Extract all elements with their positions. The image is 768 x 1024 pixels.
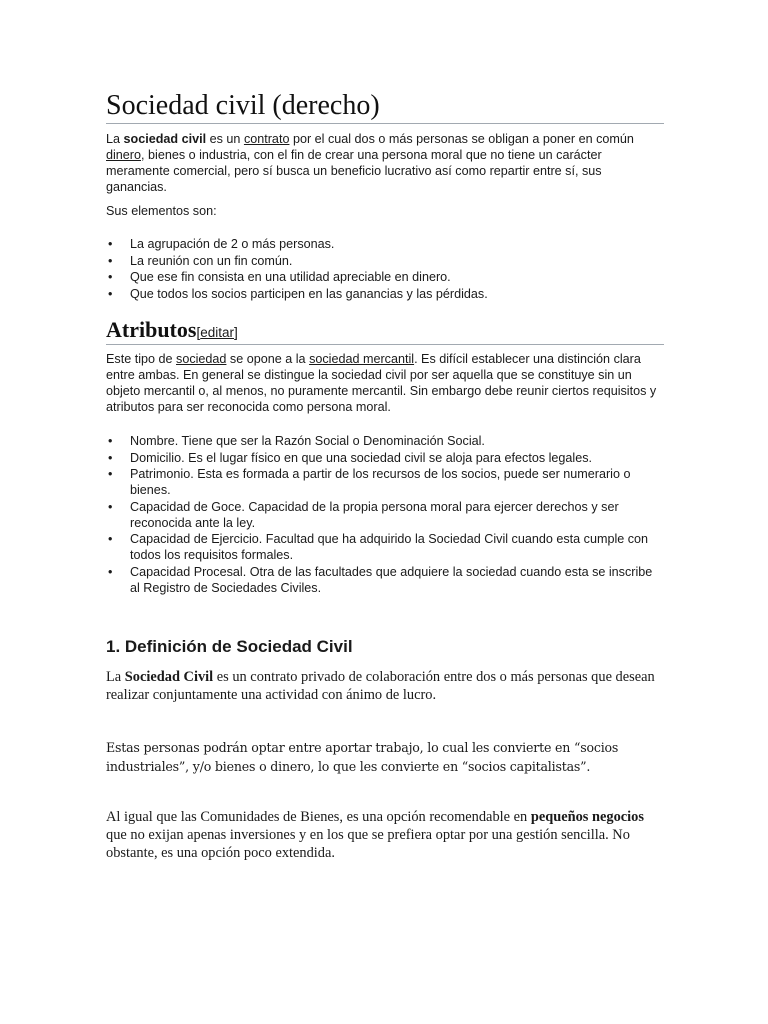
atributos-list xyxy=(106,433,662,597)
atributos-paragraph xyxy=(106,351,662,415)
list-item: • La reunión con un fin común. xyxy=(106,253,662,269)
definicion-text: es un contrato privado de colaboración entre dos o más personas que desean realizar conjuntamente una actividad con ánimo de lucro. xyxy=(106,669,655,703)
list-item: • Capacidad de Ejercicio. Facultad que ha adquirido la Sociedad Civil cuando esta cumple con todos los requisitos formales. xyxy=(106,531,662,563)
definicion-text: La xyxy=(106,669,125,685)
definicion-paragraph-2: Estas personas podrán optar entre aportar trabajo, lo cual les convierte en “socios industriales”, y/o bienes o dinero, lo que les convierte en “socios capitalistas”. xyxy=(106,740,619,774)
list-item: • La agrupación de 2 o más personas. xyxy=(106,236,662,252)
list-item: • Que ese fin consista en una utilidad apreciable en dinero. xyxy=(106,269,662,285)
intro-bold-term: sociedad civil xyxy=(123,132,207,146)
definicion-bold-term: pequeños negocios xyxy=(530,809,644,825)
edit-bracket: [ xyxy=(196,325,201,340)
intro-text: por el cual dos o más personas se obligan a poner en común xyxy=(289,132,634,146)
section-divider xyxy=(106,344,664,345)
heading-text: Atributos xyxy=(106,317,197,342)
list-item: • Patrimonio. Esta es formada a partir de los recursos de los socios, puede ser numerario o bienes. xyxy=(106,466,662,498)
link-dinero[interactable]: dinero xyxy=(106,148,142,162)
page-title: Sociedad civil (derecho) xyxy=(106,90,380,121)
elements-lead: Sus elementos son: xyxy=(106,204,217,218)
intro-text: , bienes o industria, con el fin de crear una persona moral que no tiene un carácter meramente comercial, pero sí busca un beneficio lucrativo así como repartir entre sí, sus ganancias. xyxy=(106,148,602,194)
intro-paragraph xyxy=(106,131,662,195)
edit-link[interactable]: editar xyxy=(200,325,234,340)
definicion-text: Al igual que las Comunidades de Bienes, es una opción recomendable en xyxy=(106,809,531,825)
list-item: • Capacidad Procesal. Otra de las facultades que adquiere la sociedad cuando esta se inscribe al Registro de Sociedades Civiles. xyxy=(106,564,662,596)
list-item: • Nombre. Tiene que ser la Razón Social o Denominación Social. xyxy=(106,433,662,449)
atributos-text: Este tipo de xyxy=(106,352,177,366)
intro-text: es un xyxy=(206,132,244,146)
definicion-paragraph-1 xyxy=(106,668,666,704)
section-heading-definicion: 1. Definición de Sociedad Civil xyxy=(106,637,353,656)
list-item: • Domicilio. Es el lugar físico en que una sociedad civil se aloja para efectos legales. xyxy=(106,450,662,466)
definicion-text: que no exijan apenas inversiones y en los que se prefiera optar por una gestión sencilla. No obstante, es una opción poco extendida. xyxy=(106,827,630,861)
edit-bracket: ] xyxy=(234,325,238,340)
elements-list xyxy=(106,236,662,302)
link-contrato[interactable]: contrato xyxy=(243,132,290,146)
atributos-text: . Es difícil establecer una distinción clara entre ambas. En general se distingue la sociedad civil por ser aquella que se constituye sin un objeto mercantil o, al menos, no puramente mercantil. Sin embargo debe reunir ciertos requisitos y atributos para ser reconocida como persona moral. xyxy=(106,352,657,414)
definicion-bold-term: Sociedad Civil xyxy=(124,669,214,685)
definicion-paragraph-3 xyxy=(106,808,666,862)
link-sociedad-mercantil[interactable]: sociedad mercantil xyxy=(309,352,415,366)
title-divider xyxy=(106,123,664,124)
list-item: • Capacidad de Goce. Capacidad de la propia persona moral para ejercer derechos y ser reconocida ante la ley. xyxy=(106,499,662,531)
atributos-text: se opone a la xyxy=(226,352,310,366)
list-item: • Que todos los socios participen en las ganancias y las pérdidas. xyxy=(106,286,662,302)
link-sociedad[interactable]: sociedad xyxy=(176,352,227,366)
intro-text: La xyxy=(106,132,124,146)
